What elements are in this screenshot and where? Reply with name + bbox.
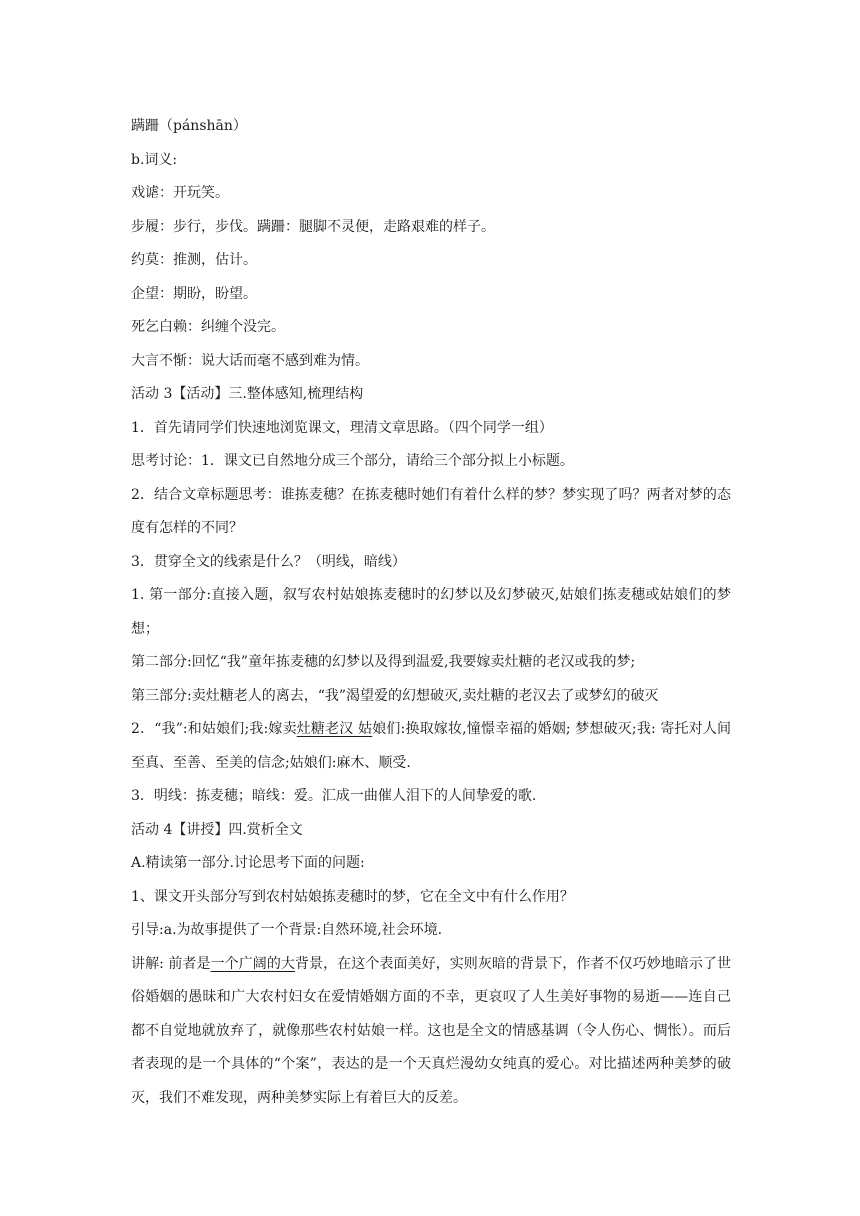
activity-heading: 活动 4【讲授】四.赏析全文 (131, 821, 303, 838)
definition-line: 大言不惭：说大话而毫不感到难为情。 (131, 352, 369, 369)
instruction-line: 1．首先请同学们快速地浏览课文，理清文章思路。（四个同学一组） (131, 419, 553, 436)
definition-line: 死乞白赖：纠缠个没完。 (131, 319, 285, 335)
question-line: 1、课文开头部分写到农村姑娘拣麦穗时的梦，它在全文中有什么作用？ (131, 888, 574, 905)
question-paragraph: 2．结合文章标题思考：谁拣麦穗？在拣麦穗时她们有着什么样的梦？梦实现了吗？两者对梦的态度有怎样的不同？ (131, 486, 731, 536)
answer-paragraph: 1. 第一部分:直接入题，叙写农村姑娘拣麦穗时的幻梦以及幻梦破灭,姑娘们拣麦穗或姑娘们的梦想； (131, 587, 731, 637)
text-span: 2．“我”:和姑娘们;我:嫁卖 (131, 721, 297, 737)
answer-line: 第三部分:卖灶糖老人的离去，“我”渴望爱的幻想破灭,卖灶糖的老汉去了或梦幻的破灭 (131, 687, 659, 704)
text-span: 讲解: 前者是 (131, 955, 211, 972)
definition-line: 戏谑：开玩笑。 (131, 185, 229, 201)
guide-line: 引导:a.为故事提供了一个背景:自然环境,社会环境. (131, 922, 443, 938)
text-span: 娘们:换取嫁妆,憧憬幸福的婚姻; 梦想破灭;我: 寄托对人间至真、至善、至美的信念;姑娘们:麻木、顺受. (131, 721, 732, 771)
underlined-text: 一个广阔的大 (210, 955, 295, 972)
document-body (131, 110, 731, 1115)
definition-line: 企望：期盼，盼望。 (131, 285, 257, 302)
discussion-line: 思考讨论：1．课文已自然地分成三个部分，请给三个部分拟上小标题。 (131, 453, 574, 469)
definition-line: 约莫：推测，估计。 (131, 252, 257, 268)
answer-line: 3．明线：拣麦穗；暗线：爱。汇成一曲催人泪下的人间挚爱的歌. (131, 788, 537, 804)
activity-heading: 活动 3【活动】三.整体感知,梳理结构 (131, 386, 364, 402)
question-line: 3．贯穿全文的线索是什么？（明线，暗线） (131, 553, 406, 570)
text-span: 背景，在这个表面美好，实则灰暗的背景下，作者不仅巧妙地暗示了世俗婚姻的愚昧和广大农村妇女在爱情婚姻方面的不幸，更哀叹了人生美好事物的易逝——连自己都不自觉地就放弃了，就像那些农村姑娘一样。这也是全文的情感基调（令人伤心、惆怅）。而后者表现的是一个具体的“个案”，表达的是一个天真烂漫幼女纯真的爱心。对比描述两种美梦的破灭，我们不难发现，两种美梦实际上有着巨大的反差。 (131, 955, 732, 1106)
definition-line: 步履：步行，步伐。蹒跚：腿脚不灵便，走路艰难的样子。 (131, 218, 495, 235)
pinyin-line: 蹒跚（pánshān） (131, 118, 247, 134)
section-label-word-meaning: b.词义: (131, 151, 178, 168)
answer-paragraph (131, 713, 731, 780)
underlined-text: 灶糖老汉 姑 (296, 721, 373, 737)
subsection-heading: A.精读第一部分.讨论思考下面的问题: (131, 855, 365, 871)
explanation-paragraph (131, 948, 731, 1116)
answer-line: 第二部分:回忆“我”童年拣麦穗的幻梦以及得到温爱,我要嫁卖灶糖的老汉或我的梦; (131, 654, 636, 670)
